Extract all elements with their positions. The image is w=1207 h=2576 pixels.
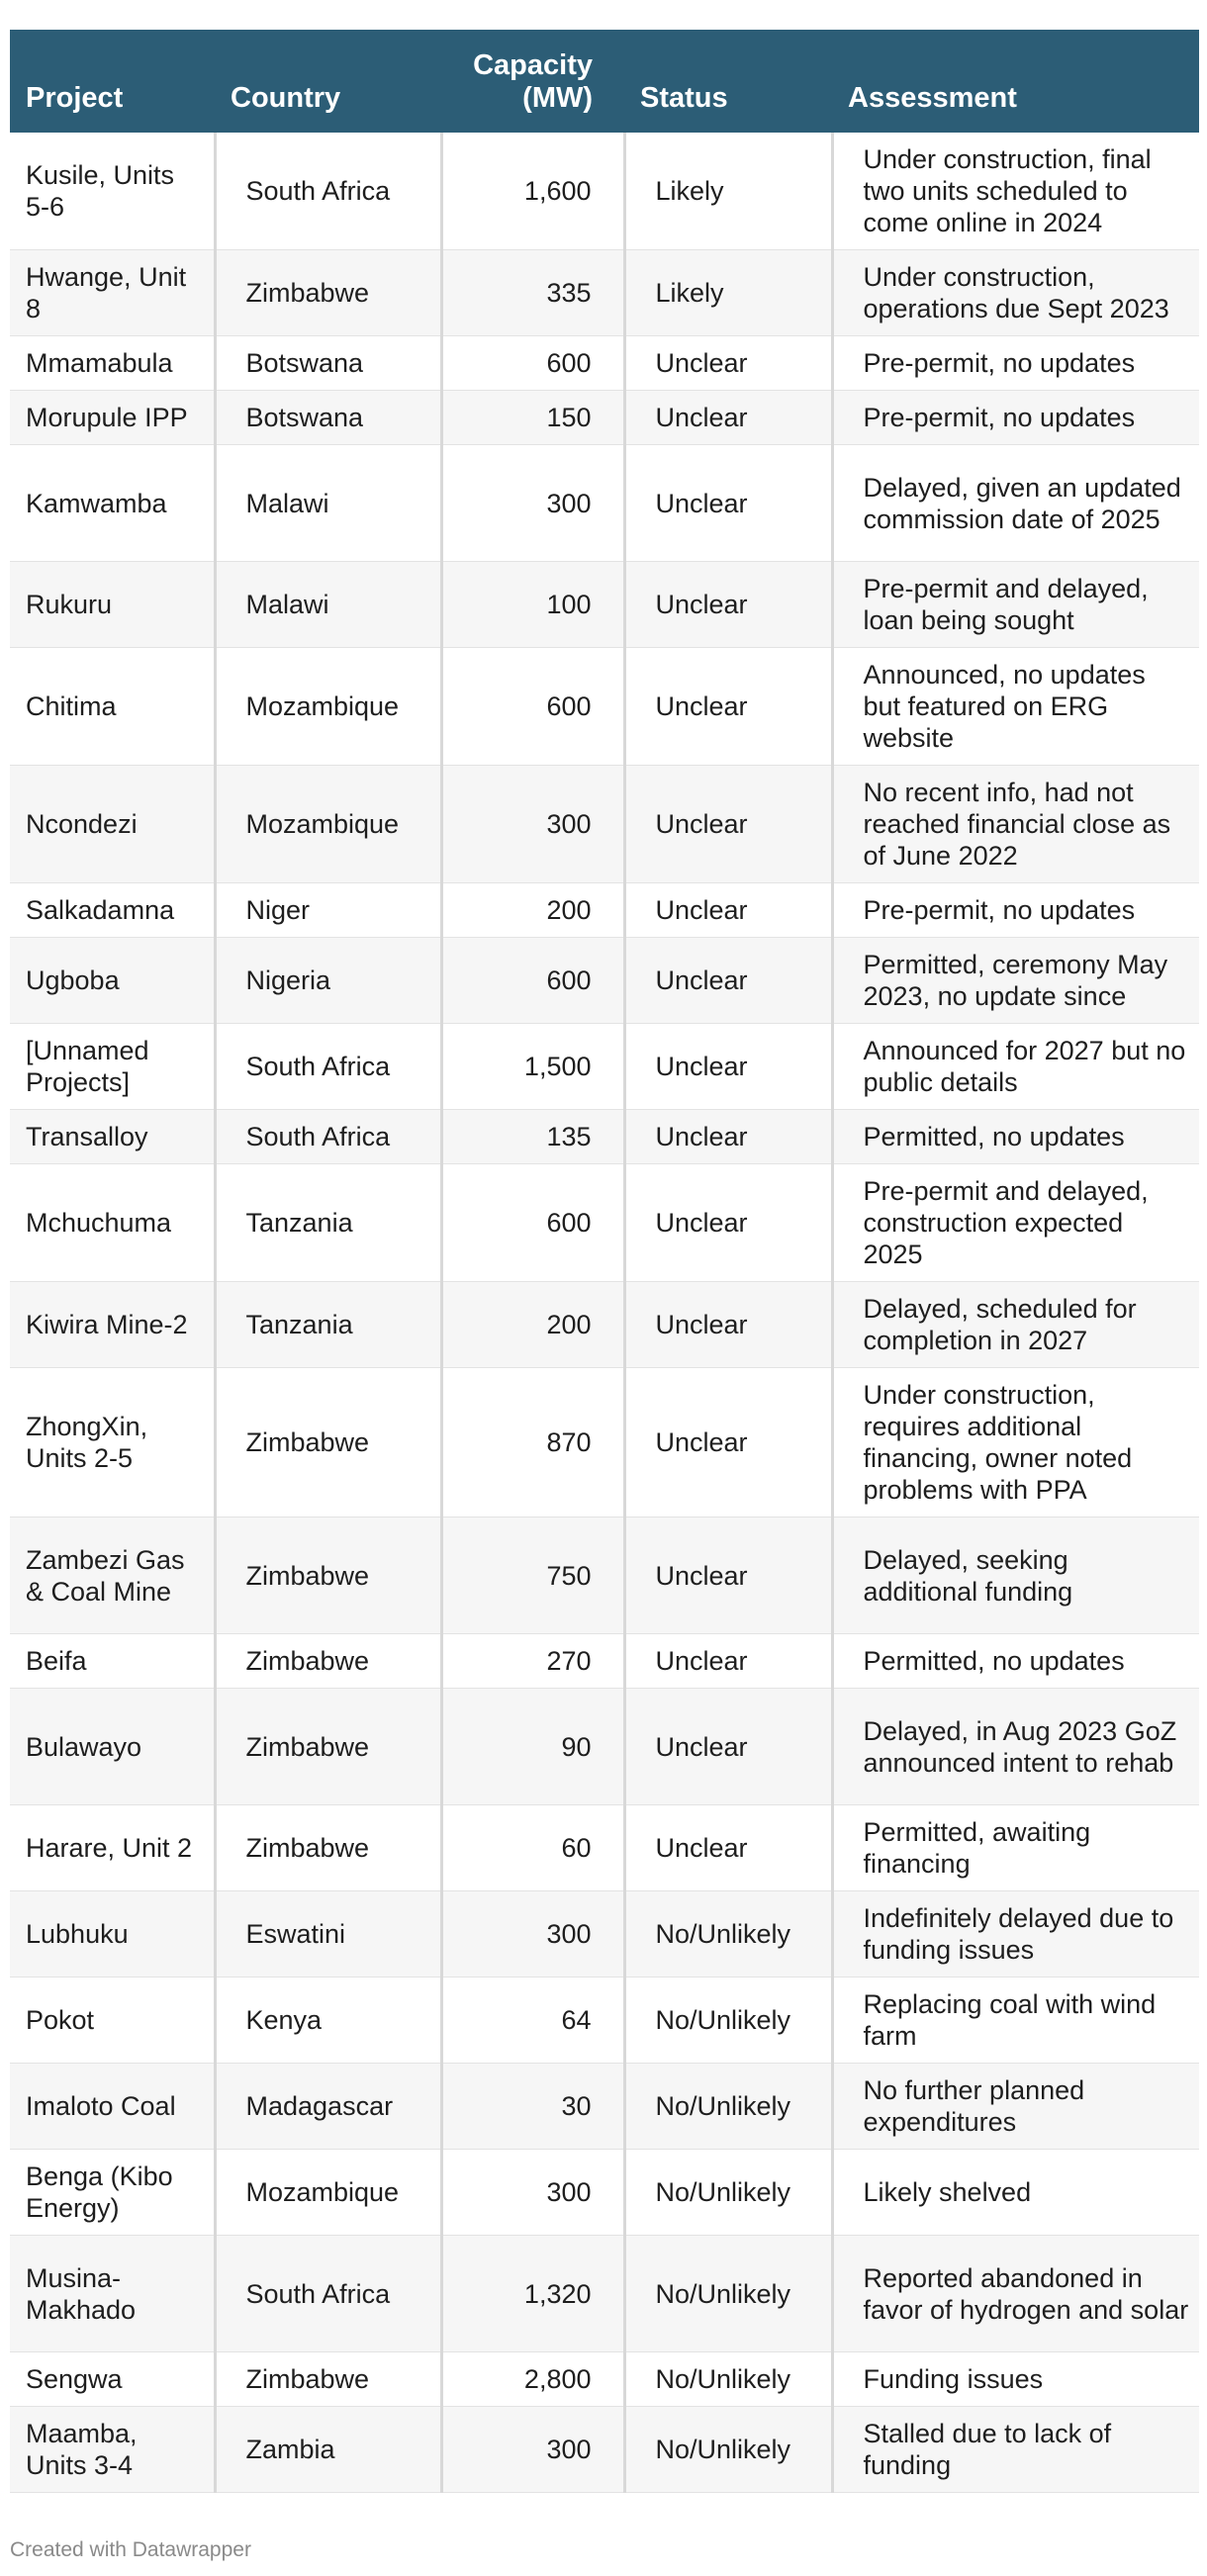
table-container [10,30,1199,2493]
cell-country: Zimbabwe [215,250,441,336]
cell-capacity: 1,600 [441,133,624,250]
cell-capacity: 60 [441,1805,624,1891]
cell-country: Zambia [215,2407,441,2493]
cell-project: Lubhuku [10,1891,215,1978]
cell-country: South Africa [215,1110,441,1164]
cell-capacity: 300 [441,2150,624,2236]
cell-project: Transalloy [10,1110,215,1164]
cell-status: No/Unlikely [624,2236,832,2352]
header-row [10,30,1199,133]
cell-assessment: Indefinitely delayed due to funding issues [832,1891,1199,1978]
table-row [10,1368,1199,1518]
cell-capacity: 300 [441,2407,624,2493]
cell-assessment: Likely shelved [832,2150,1199,2236]
cell-capacity: 1,500 [441,1024,624,1110]
table-row [10,1634,1199,1689]
cell-country: Malawi [215,445,441,562]
cell-capacity: 335 [441,250,624,336]
cell-country: Madagascar [215,2064,441,2150]
cell-project: Beifa [10,1634,215,1689]
cell-status: Unclear [624,766,832,883]
cell-project: Harare, Unit 2 [10,1805,215,1891]
cell-capacity: 300 [441,445,624,562]
cell-country: South Africa [215,1024,441,1110]
cell-assessment: Delayed, given an updated commission date of 2025 [832,445,1199,562]
cell-capacity: 1,320 [441,2236,624,2352]
cell-country: Malawi [215,562,441,648]
table-row [10,1805,1199,1891]
table-row [10,2407,1199,2493]
cell-capacity: 64 [441,1978,624,2064]
cell-capacity: 870 [441,1368,624,1518]
cell-project: Zambezi Gas & Coal Mine [10,1518,215,1634]
cell-project: Benga (Kibo Energy) [10,2150,215,2236]
cell-assessment: Pre-permit, no updates [832,336,1199,391]
cell-status: Likely [624,250,832,336]
cell-country: Mozambique [215,766,441,883]
cell-project: Chitima [10,648,215,766]
cell-capacity: 90 [441,1689,624,1805]
cell-country: South Africa [215,2236,441,2352]
cell-country: Zimbabwe [215,2352,441,2407]
table-row [10,336,1199,391]
cell-project: Ugboba [10,938,215,1024]
cell-project: Rukuru [10,562,215,648]
cell-country: Nigeria [215,938,441,1024]
header-capacity[interactable]: Capacity (MW) [441,30,624,133]
cell-assessment: Pre-permit and delayed, construction expected 2025 [832,1164,1199,1282]
cell-status: Unclear [624,883,832,938]
cell-assessment: Permitted, no updates [832,1634,1199,1689]
cell-project: Bulawayo [10,1689,215,1805]
cell-status: Unclear [624,445,832,562]
cell-project: Imaloto Coal [10,2064,215,2150]
table-row [10,2352,1199,2407]
cell-status: Unclear [624,1689,832,1805]
table-row [10,1164,1199,1282]
table-row [10,1978,1199,2064]
table-row [10,938,1199,1024]
cell-capacity: 600 [441,1164,624,1282]
cell-assessment: Under construction, operations due Sept 2023 [832,250,1199,336]
cell-capacity: 600 [441,336,624,391]
cell-capacity: 135 [441,1110,624,1164]
cell-status: Unclear [624,938,832,1024]
cell-project: Morupule IPP [10,391,215,445]
cell-capacity: 270 [441,1634,624,1689]
cell-project: [Unnamed Projects] [10,1024,215,1110]
cell-assessment: Announced, no updates but featured on ERG website [832,648,1199,766]
cell-capacity: 600 [441,648,624,766]
cell-project: Mmamabula [10,336,215,391]
cell-status: Unclear [624,1282,832,1368]
cell-assessment: Announced for 2027 but no public details [832,1024,1199,1110]
cell-status: Likely [624,133,832,250]
table-row [10,883,1199,938]
cell-project: Mchuchuma [10,1164,215,1282]
table-row [10,133,1199,250]
cell-assessment: Permitted, awaiting financing [832,1805,1199,1891]
cell-project: Ncondezi [10,766,215,883]
cell-status: Unclear [624,1634,832,1689]
cell-status: Unclear [624,1110,832,1164]
cell-country: Botswana [215,391,441,445]
cell-project: Kusile, Units 5-6 [10,133,215,250]
table-row [10,1689,1199,1805]
table-row [10,2064,1199,2150]
table-row [10,2236,1199,2352]
cell-assessment: Delayed, in Aug 2023 GoZ announced intent to rehab [832,1689,1199,1805]
cell-capacity: 200 [441,883,624,938]
cell-assessment: Replacing coal with wind farm [832,1978,1199,2064]
cell-status: Unclear [624,648,832,766]
cell-country: Eswatini [215,1891,441,1978]
cell-status: Unclear [624,391,832,445]
table-row [10,1110,1199,1164]
cell-status: Unclear [624,1024,832,1110]
cell-status: Unclear [624,1518,832,1634]
cell-country: Kenya [215,1978,441,2064]
cell-country: Zimbabwe [215,1805,441,1891]
cell-country: Zimbabwe [215,1634,441,1689]
table-row [10,766,1199,883]
cell-capacity: 750 [441,1518,624,1634]
cell-project: Kamwamba [10,445,215,562]
cell-assessment: Funding issues [832,2352,1199,2407]
cell-project: Salkadamna [10,883,215,938]
cell-country: Zimbabwe [215,1518,441,1634]
table-row [10,445,1199,562]
cell-country: South Africa [215,133,441,250]
cell-capacity: 2,800 [441,2352,624,2407]
header-status[interactable]: Status [624,30,832,133]
table-row [10,648,1199,766]
cell-status: No/Unlikely [624,2352,832,2407]
cell-status: No/Unlikely [624,1891,832,1978]
table-row [10,1282,1199,1368]
cell-capacity: 300 [441,766,624,883]
cell-assessment: Permitted, no updates [832,1110,1199,1164]
table-row [10,1518,1199,1634]
cell-status: No/Unlikely [624,2064,832,2150]
table-row [10,1891,1199,1978]
cell-status: No/Unlikely [624,2150,832,2236]
cell-assessment: Reported abandoned in favor of hydrogen and solar [832,2236,1199,2352]
cell-project: Maamba, Units 3-4 [10,2407,215,2493]
cell-project: ZhongXin, Units 2-5 [10,1368,215,1518]
cell-status: Unclear [624,562,832,648]
table-body [10,133,1199,2493]
cell-capacity: 300 [441,1891,624,1978]
cell-capacity: 100 [441,562,624,648]
header-country[interactable]: Country [215,30,441,133]
table-row [10,250,1199,336]
cell-project: Pokot [10,1978,215,2064]
cell-status: No/Unlikely [624,2407,832,2493]
cell-project: Musina-Makhado [10,2236,215,2352]
cell-country: Zimbabwe [215,1689,441,1805]
cell-assessment: Delayed, seeking additional funding [832,1518,1199,1634]
cell-assessment: Delayed, scheduled for completion in 2027 [832,1282,1199,1368]
cell-country: Mozambique [215,648,441,766]
cell-status: Unclear [624,1368,832,1518]
header-assessment[interactable]: Assessment [832,30,1199,133]
header-project[interactable]: Project [10,30,215,133]
cell-country: Tanzania [215,1282,441,1368]
cell-assessment: Pre-permit, no updates [832,391,1199,445]
cell-status: Unclear [624,336,832,391]
cell-assessment: Stalled due to lack of funding [832,2407,1199,2493]
cell-project: Kiwira Mine-2 [10,1282,215,1368]
cell-assessment: Pre-permit, no updates [832,883,1199,938]
footer-credit: Created with Datawrapper [10,2538,251,2561]
cell-assessment: Under construction, final two units scheduled to come online in 2024 [832,133,1199,250]
cell-status: Unclear [624,1805,832,1891]
cell-capacity: 600 [441,938,624,1024]
table-row [10,2150,1199,2236]
cell-capacity: 150 [441,391,624,445]
cell-country: Zimbabwe [215,1368,441,1518]
cell-assessment: Permitted, ceremony May 2023, no update since [832,938,1199,1024]
cell-status: Unclear [624,1164,832,1282]
cell-country: Niger [215,883,441,938]
table-row [10,1024,1199,1110]
table-row [10,391,1199,445]
cell-capacity: 30 [441,2064,624,2150]
cell-assessment: No further planned expenditures [832,2064,1199,2150]
projects-table [10,30,1199,2493]
cell-assessment: Under construction, requires additional financing, owner noted problems with PPA [832,1368,1199,1518]
cell-project: Sengwa [10,2352,215,2407]
cell-country: Botswana [215,336,441,391]
cell-capacity: 200 [441,1282,624,1368]
cell-country: Mozambique [215,2150,441,2236]
table-row [10,562,1199,648]
cell-status: No/Unlikely [624,1978,832,2064]
cell-assessment: Pre-permit and delayed, loan being sought [832,562,1199,648]
cell-project: Hwange, Unit 8 [10,250,215,336]
cell-assessment: No recent info, had not reached financial close as of June 2022 [832,766,1199,883]
cell-country: Tanzania [215,1164,441,1282]
